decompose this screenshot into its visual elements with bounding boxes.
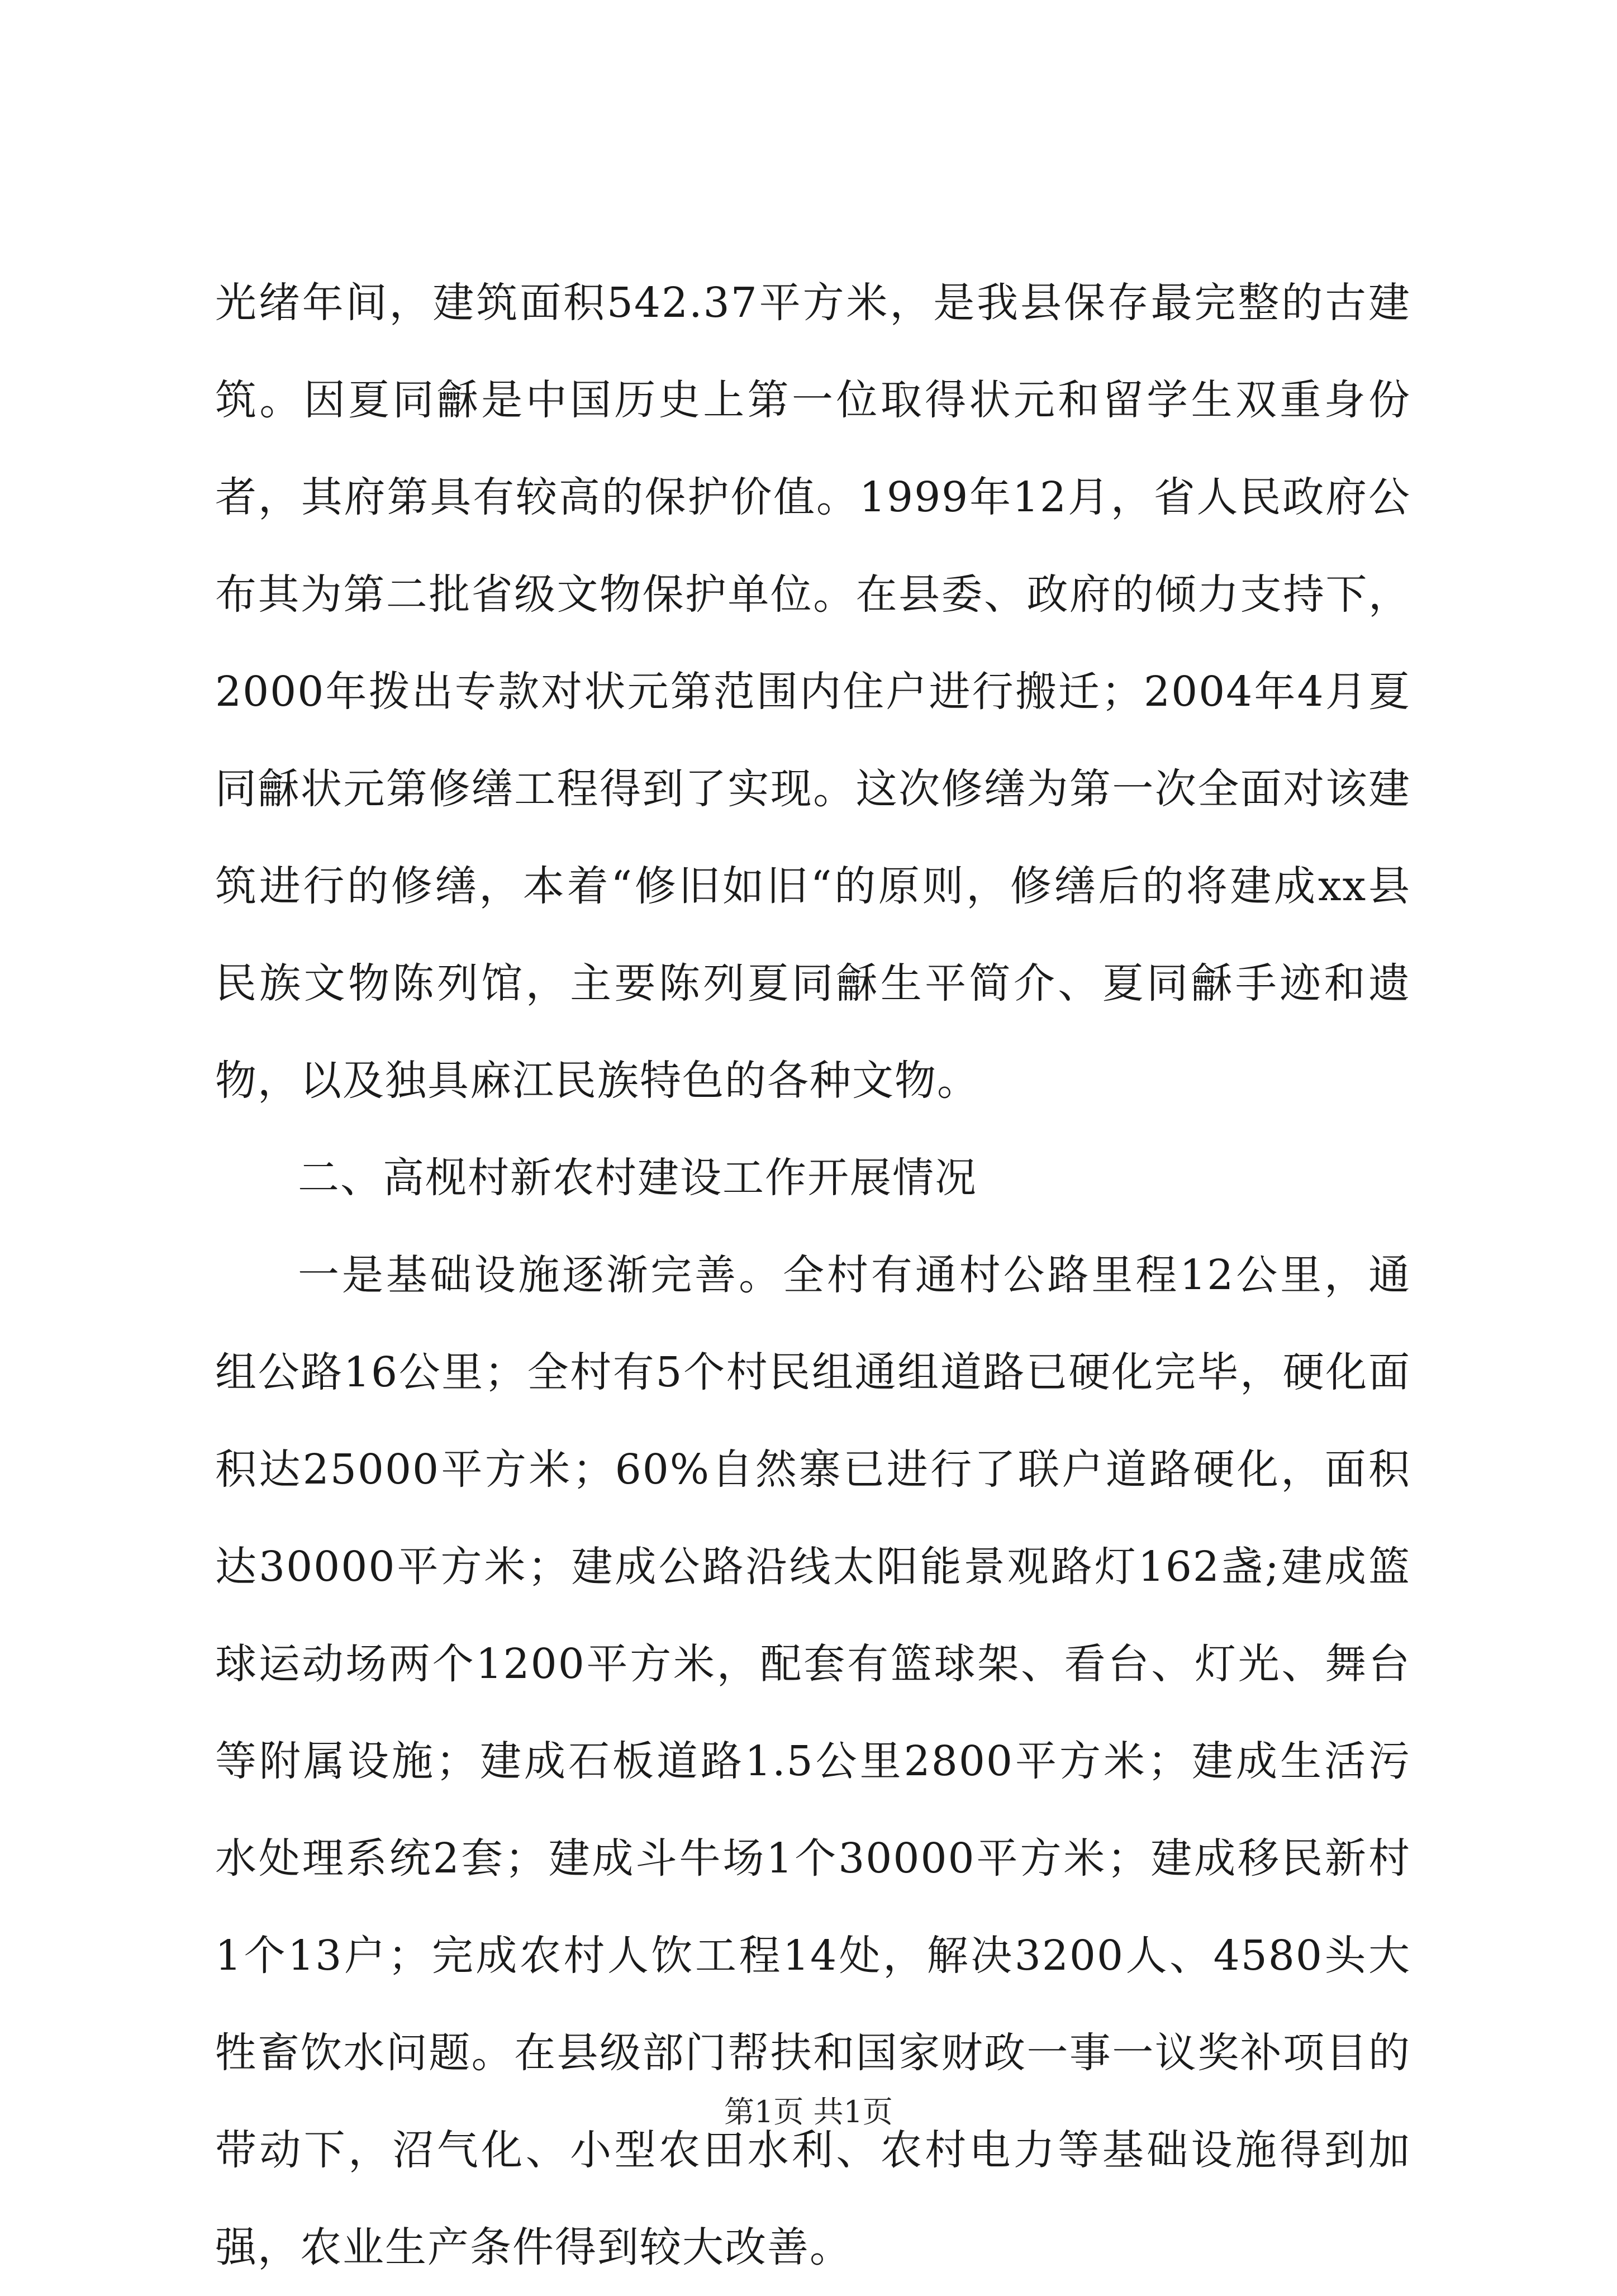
paragraph-infrastructure: 一是基础设施逐渐完善。全村有通村公路里程12公里，通组公路16公里；全村有5个村民组通组道路已硬化完毕，硬化面积达25000平方米；60%自然寨已进行了联户道路硬化，面积达30000平方米；建成公路沿线太阳能景观路灯162盏;建成篮球运动场两个1200平方米，配套有篮球架、看台、灯光、舞台等附属设施；建成石板道路1.5公里2800平方米；建成生活污水处理系统2套；建成斗牛场1个30000平方米；建成移民新村1个13户；完成农村人饮工程14处，解决3200人、4580头大牲畜饮水问题。在县级部门帮扶和国家财政一事一议奖补项目的带动下，沼气化、小型农田水利、农村电力等基础设施得到加强，农业生产条件得到较大改善。 [215,1251,1411,2271]
document-body [215,254,1411,2296]
section-heading-new-rural-construction: 二、高枧村新农村建设工作开展情况 [298,1154,977,1202]
paragraph-heritage-building: 光绪年间，建筑面积542.37平方米，是我县保存最完整的古建筑。因夏同龢是中国历史上第一位取得状元和留学生双重身份者，其府第具有较高的保护价值。1999年12月，省人民政府公布其为第二批省级文物保护单位。在县委、政府的倾力支持下，2000年拨出专款对状元第范围内住户进行搬迁；2004年4月夏同龢状元第修缮工程得到了实现。这次修缮为第一次全面对该建筑进行的修缮，本着“修旧如旧“的原则，修缮后的将建成xx县民族文物陈列馆，主要陈列夏同龢生平简介、夏同龢手迹和遗物，以及独具麻江民族特色的各种文物。 [215,279,1411,1105]
page-footer: 第1页 共1页 [724,2094,893,2129]
